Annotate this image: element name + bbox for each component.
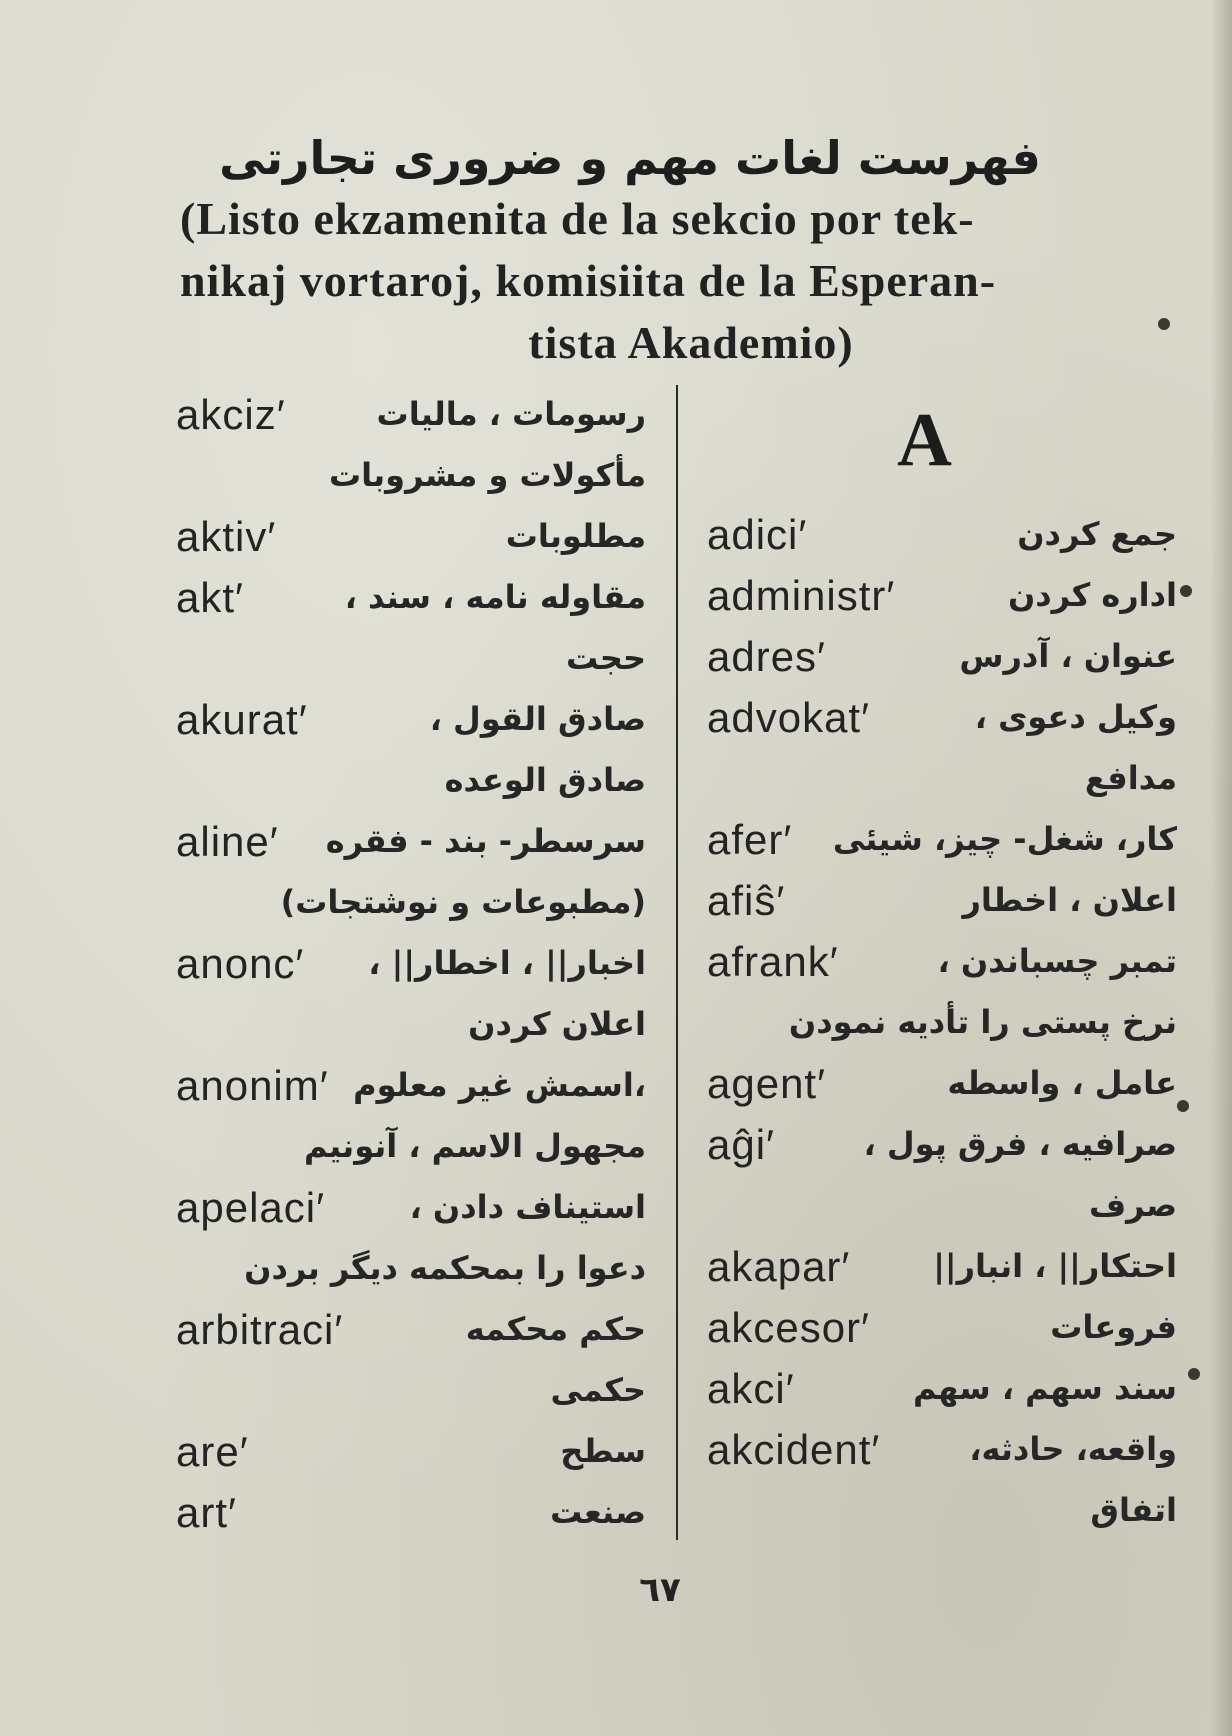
entry-translation: استیناف دادن ، xyxy=(409,1188,646,1226)
entry-term: aline′ xyxy=(176,818,279,865)
entry-translation: مأکولات و مشروبات xyxy=(328,456,646,494)
entry-term: adici′ xyxy=(707,511,808,558)
entry-translation: واقعه، حادثه، xyxy=(969,1430,1177,1468)
list-item xyxy=(707,748,1177,809)
column-divider xyxy=(676,385,678,1540)
entry-translation: مدافع xyxy=(1084,759,1177,797)
right-column xyxy=(707,384,1177,1541)
list-item xyxy=(176,1238,646,1299)
entry-term: adres′ xyxy=(707,633,826,680)
entry-translation: حجت xyxy=(566,639,646,677)
list-item xyxy=(707,1114,1177,1175)
entry-translation: جمع کردن xyxy=(1017,515,1177,553)
page-number: ٦٧ xyxy=(639,1570,681,1610)
entry-translation: مقاوله نامه ، سند ، xyxy=(344,578,646,616)
binding-hole-mark xyxy=(1188,1368,1200,1380)
list-item xyxy=(176,445,646,506)
list-item xyxy=(176,811,646,872)
binding-hole-mark xyxy=(1177,1100,1189,1112)
binding-hole-mark xyxy=(1180,585,1192,597)
list-item xyxy=(176,628,646,689)
list-item xyxy=(176,1421,646,1482)
entry-translation: مجهول الاسم ، آنونیم xyxy=(304,1127,646,1165)
entry-term: akapar′ xyxy=(707,1243,851,1290)
list-item xyxy=(707,1358,1177,1419)
entry-term: anonc′ xyxy=(176,940,305,987)
entry-term: anonim′ xyxy=(176,1062,329,1109)
entry-term: afer′ xyxy=(707,816,793,863)
list-item xyxy=(176,689,646,750)
list-item xyxy=(176,994,646,1055)
entry-term: are′ xyxy=(176,1428,249,1475)
list-item xyxy=(707,565,1177,626)
list-item xyxy=(707,626,1177,687)
list-item xyxy=(176,1177,646,1238)
entry-translation: صنعت xyxy=(550,1493,646,1531)
list-item xyxy=(707,1480,1177,1541)
left-column xyxy=(176,384,646,1543)
list-item xyxy=(176,933,646,994)
list-item xyxy=(176,384,646,445)
entry-translation: صادق القول ، xyxy=(429,700,646,738)
entry-translation: عنوان ، آدرس xyxy=(959,637,1177,675)
entry-translation: اتفاق xyxy=(1090,1491,1177,1529)
list-item xyxy=(707,1419,1177,1480)
entry-translation: فروعات xyxy=(1050,1308,1177,1346)
entry-translation: نرخ پستی را تأدیه نمودن xyxy=(788,1003,1177,1041)
list-item xyxy=(176,506,646,567)
list-item xyxy=(707,870,1177,931)
list-item xyxy=(176,1482,646,1543)
entry-translation: اعلان کردن xyxy=(468,1005,646,1043)
section-letter: A xyxy=(897,398,952,482)
entry-term: aĝi′ xyxy=(707,1121,775,1168)
entry-translation: دعوا را بمحکمه دیگر بردن xyxy=(244,1249,646,1287)
list-item xyxy=(176,567,646,628)
entry-translation: سرسطر- بند - فقره xyxy=(325,822,646,860)
list-item xyxy=(176,1360,646,1421)
entry-term: akcesor′ xyxy=(707,1304,870,1351)
entry-translation: حکم محکمه xyxy=(465,1310,646,1348)
entry-term: administr′ xyxy=(707,572,896,619)
subtitle-line-1: (Listo ekzamenita de la sekcio por tek- xyxy=(180,193,975,244)
list-item xyxy=(707,1053,1177,1114)
entry-translation: صرف xyxy=(1089,1186,1177,1224)
list-item xyxy=(176,1299,646,1360)
list-item xyxy=(176,750,646,811)
entry-translation: عامل ، واسطه xyxy=(947,1064,1177,1102)
entry-term: akciz′ xyxy=(176,391,286,438)
entry-term: art′ xyxy=(176,1489,237,1536)
entry-term: akcident′ xyxy=(707,1426,881,1473)
list-item xyxy=(707,687,1177,748)
entry-term: afiŝ′ xyxy=(707,877,786,924)
entry-term: arbitraci′ xyxy=(176,1306,344,1353)
entry-translation: حکمی xyxy=(550,1371,646,1409)
list-item xyxy=(176,1055,646,1116)
entry-translation: سطح xyxy=(560,1432,646,1470)
entry-term: afrank′ xyxy=(707,938,839,985)
list-item xyxy=(707,809,1177,870)
section-letter-row xyxy=(707,384,1177,504)
subtitle-line-2: nikaj vortaroj, komisiita de la Esperan- xyxy=(180,255,997,306)
list-item xyxy=(707,504,1177,565)
entry-translation: احتکار|| ، انبار|| xyxy=(933,1247,1177,1285)
entry-term: agent′ xyxy=(707,1060,826,1107)
entry-translation: اداره کردن xyxy=(1007,576,1177,614)
entry-translation: صادق الوعده xyxy=(444,761,646,799)
entry-translation: سند سهم ، سهم xyxy=(913,1369,1177,1407)
entry-translation: اعلان ، اخطار xyxy=(962,881,1177,919)
entry-term: akt′ xyxy=(176,574,244,621)
entry-term: akurat′ xyxy=(176,696,308,743)
entry-translation: ،اسمش غیر معلوم xyxy=(353,1066,646,1104)
entry-term: akci′ xyxy=(707,1365,795,1412)
list-item xyxy=(707,1297,1177,1358)
entry-translation: تمبر چسباندن ، xyxy=(937,942,1177,980)
subtitle-line-3: tista Akademio) xyxy=(528,317,854,368)
list-item xyxy=(707,992,1177,1053)
entry-translation: صرافیه ، فرق پول ، xyxy=(863,1125,1177,1163)
page-subtitle-esperanto xyxy=(180,188,1162,374)
entry-term: aktiv′ xyxy=(176,513,277,560)
entry-term: apelaci′ xyxy=(176,1184,325,1231)
entry-translation: اخبار|| ، اخطار|| ، xyxy=(368,944,646,982)
entry-translation: مطلوبات xyxy=(505,517,646,555)
list-item xyxy=(707,1175,1177,1236)
binding-hole-mark xyxy=(1158,318,1170,330)
entry-translation: (مطبوعات و نوشتجات) xyxy=(280,883,646,921)
entry-translation: کار، شغل- چیز، شیئی xyxy=(832,820,1177,858)
list-item xyxy=(707,931,1177,992)
entry-translation: رسومات ، مالیات xyxy=(376,395,646,433)
list-item xyxy=(176,1116,646,1177)
page-title-persian: فهرست لغات مهم و ضروری تجارتی xyxy=(219,131,1041,185)
page-edge-shadow xyxy=(1210,0,1232,1736)
list-item xyxy=(707,1236,1177,1297)
list-item xyxy=(176,872,646,933)
entry-translation: وکیل دعوی ، xyxy=(974,698,1177,736)
entry-term: advokat′ xyxy=(707,694,870,741)
